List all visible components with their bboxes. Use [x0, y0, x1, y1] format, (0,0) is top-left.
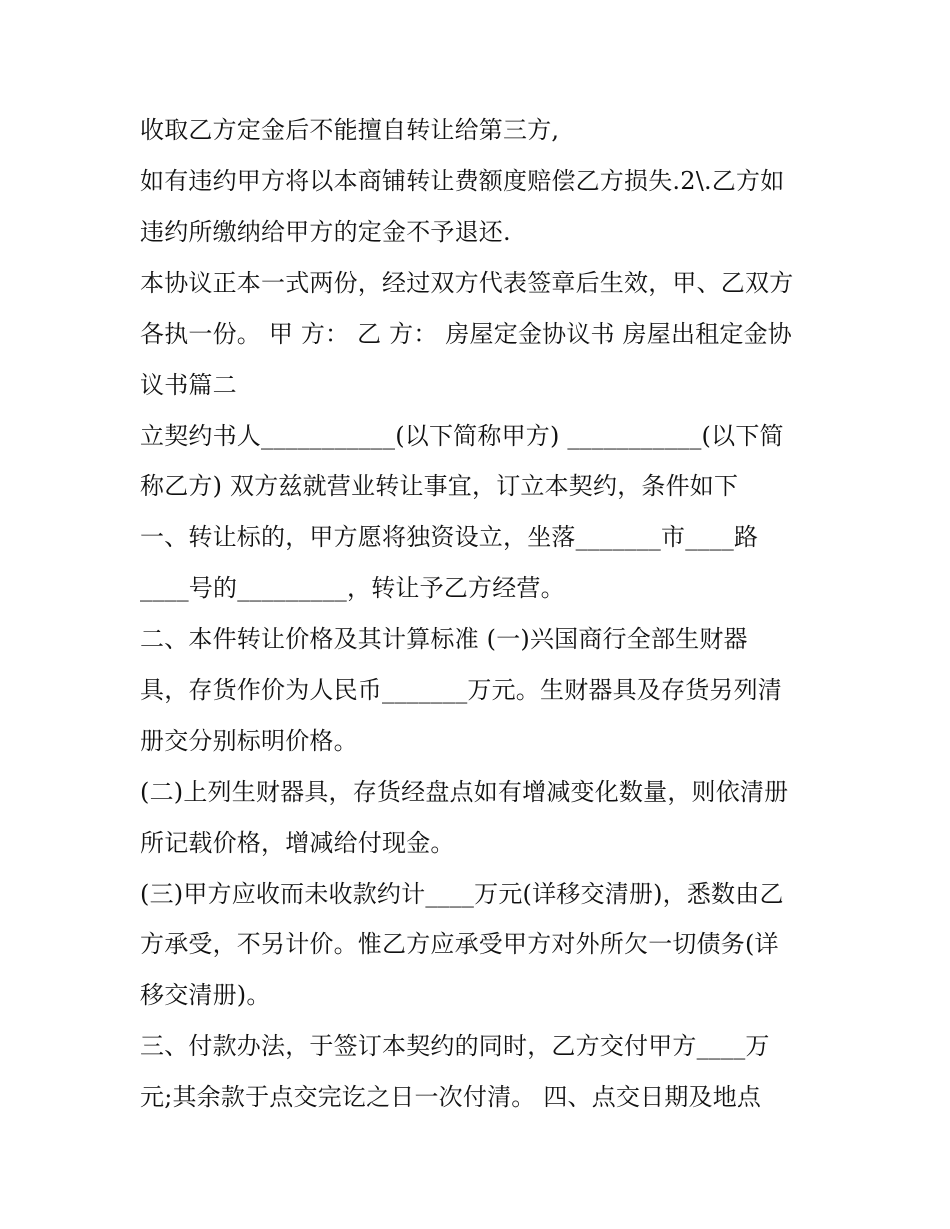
text-line-6: 议书篇二 [140, 371, 237, 399]
text-line-10: ____号的_________，转让予乙方经营。 [140, 574, 565, 602]
text-line-11: 二、本件转让价格及其计算标准 (一)兴国商行全部生财器 [140, 625, 748, 653]
text-line-5: 各执一份。 甲 方： 乙 方： 房屋定金协议书 房屋出租定金协 [140, 320, 792, 348]
text-line-16: (三)甲方应收而未收款约计____万元(详移交清册)，悉数由乙 [140, 880, 784, 908]
text-line-2: 如有违约甲方将以本商铺转让费额度赔偿乙方损失.2\.乙方如 [140, 167, 785, 195]
text-line-13: 册交分别标明价格。 [140, 727, 358, 755]
text-line-8: 称乙方) 双方兹就营业转让事宜，订立本契约，条件如下 [140, 472, 739, 500]
text-line-18: 移交清册)。 [140, 981, 271, 1009]
text-line-19: 三、付款办法，于签订本契约的同时，乙方交付甲方____万 [140, 1032, 770, 1060]
text-line-7: 立契约书人___________(以下简称甲方) ___________(以下简 [140, 422, 784, 450]
text-line-20: 元;其余款于点交完讫之日一次付清。 四、点交日期及地点 [140, 1083, 762, 1111]
text-line-3: 违约所缴纳给甲方的定金不予退还. [140, 218, 511, 246]
text-line-15: 所记载价格，增减给付现金。 [140, 829, 455, 857]
text-line-14: (二)上列生财器具，存货经盘点如有增减变化数量，则依清册 [140, 778, 789, 806]
text-line-12: 具，存货作价为人民币_______万元。生财器具及存货另列清 [140, 676, 782, 704]
text-line-17: 方承受，不另计价。惟乙方应承受甲方对外所欠一切债务(详 [140, 930, 779, 958]
text-line-9: 一、转让标的，甲方愿将独资设立，坐落_______市____路 [140, 523, 759, 551]
text-line-4: 本协议正本一式两份，经过双方代表签章后生效，甲、乙双方 [140, 269, 794, 297]
text-line-1: 收取乙方定金后不能擅自转让给第三方, [140, 116, 560, 144]
